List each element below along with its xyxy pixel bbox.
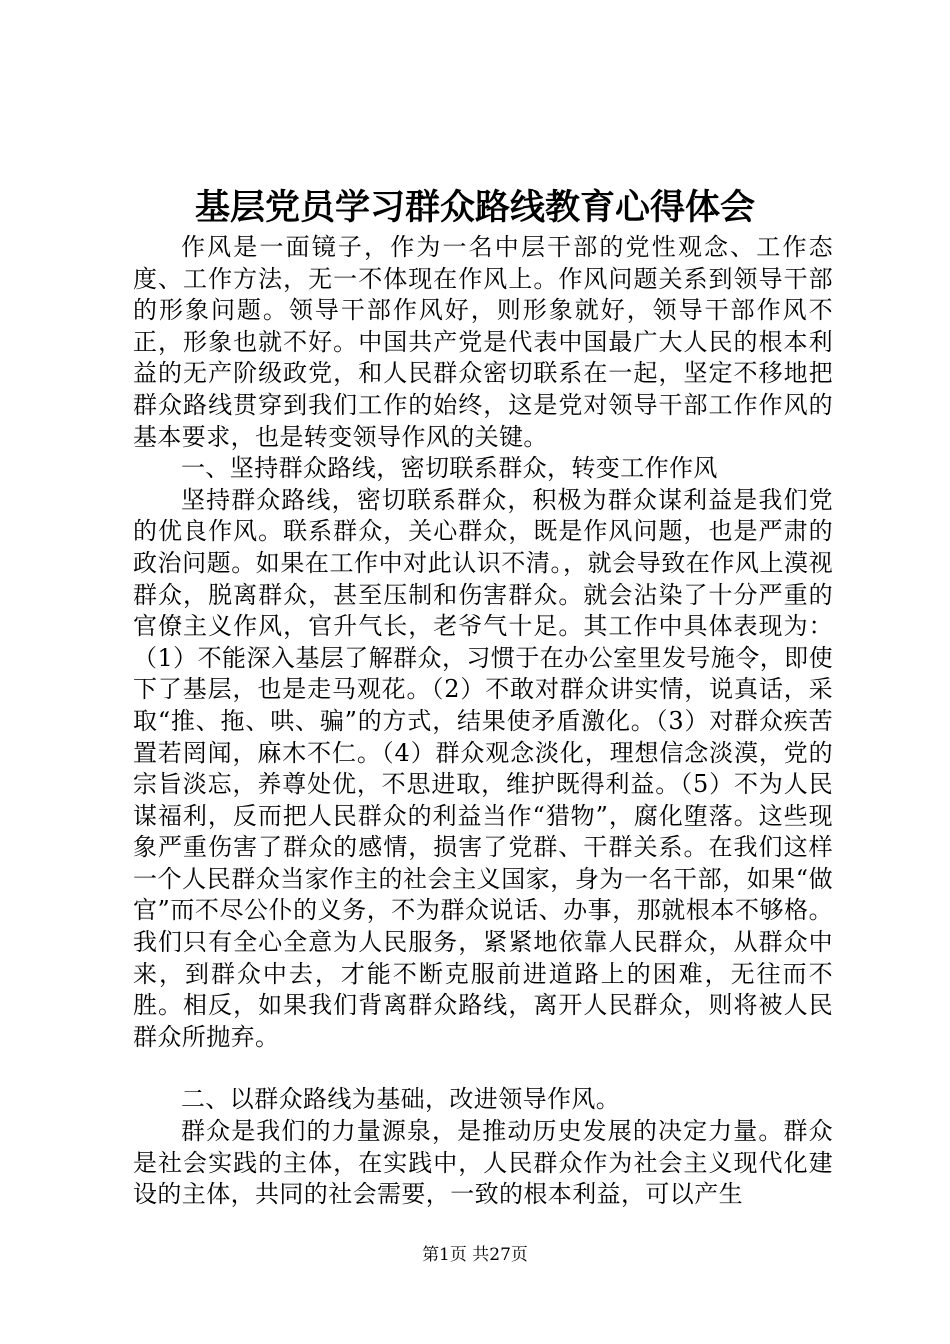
page-number-footer: 第1页 共27页 <box>422 1245 528 1265</box>
document-body <box>133 232 833 1211</box>
document-title: 基层党员学习群众路线教育心得体会 <box>194 187 755 228</box>
paragraph-section-2: 群众是我们的力量源泉，是推动历史发展的决定力量。群众是社会实践的主体，在实践中，人民群众作为社会主义现代化建设的主体，共同的社会需要，一致的根本利益，可以产生 <box>133 1117 833 1209</box>
paragraph-intro: 作风是一面镜子，作为一名中层干部的党性观念、工作态度、工作方法，无一不体现在作风上。作风问题关系到领导干部的形象问题。领导干部作风好，则形象就好，领导干部作风不正，形象也就不好。中国共产党是代表中国最广大人民的根本利益的无产阶级政党，和人民群众密切联系在一起，坚定不移地把群众路线贯穿到我们工作的始终，这是党对领导干部工作作风的基本要求，也是转变领导作风的关键。 <box>133 233 833 451</box>
paragraph-gap <box>133 1053 833 1084</box>
section-heading-1: 一、坚持群众路线，密切联系群众，转变工作作风 <box>181 454 718 483</box>
paragraph-section-1: 坚持群众路线，密切联系群众，积极为群众谋利益是我们党的优良作风。联系群众，关心群众，既是作风问题，也是严肃的政治问题。如果在工作中对此认识不清。，就会导致在作风上漠视群众，脱离群众，甚至压制和伤害群众。就会沾染了十分严重的官僚主义作风，官升气长，老爷气十足。其工作中具体表现为：（1）不能深入基层了解群众，习惯于在办公室里发号施令，即使下了基层，也是走马观花。（2）不敢对群众讲实情，说真话，采取“推、拖、哄、骗”的方式，结果使矛盾激化。（3）对群众疾苦置若罔闻，麻木不仁。（4）群众观念淡化，理想信念淡漠，党的宗旨淡忘，养尊处优，不思进取，维护既得利益。（5）不为人民谋福利，反而把人民群众的利益当作“猎物”，腐化堕落。这些现象严重伤害了群众的感情，损害了党群、干群关系。在我们这样一个人民群众当家作主的社会主义国家，身为一名干部，如果“做官”而不尽公仆的义务，不为群众说话、办事，那就根本不够格。我们只有全心全意为人民服务，紧紧地依靠人民群众，从群众中来，到群众中去，才能不断克服前进道路上的困难，无往而不胜。相反，如果我们背离群众路线，离开人民群众，则将被人民群众所抛弃。 <box>133 485 833 1051</box>
section-heading-2: 二、以群众路线为基础，改进领导作风。 <box>181 1085 621 1114</box>
